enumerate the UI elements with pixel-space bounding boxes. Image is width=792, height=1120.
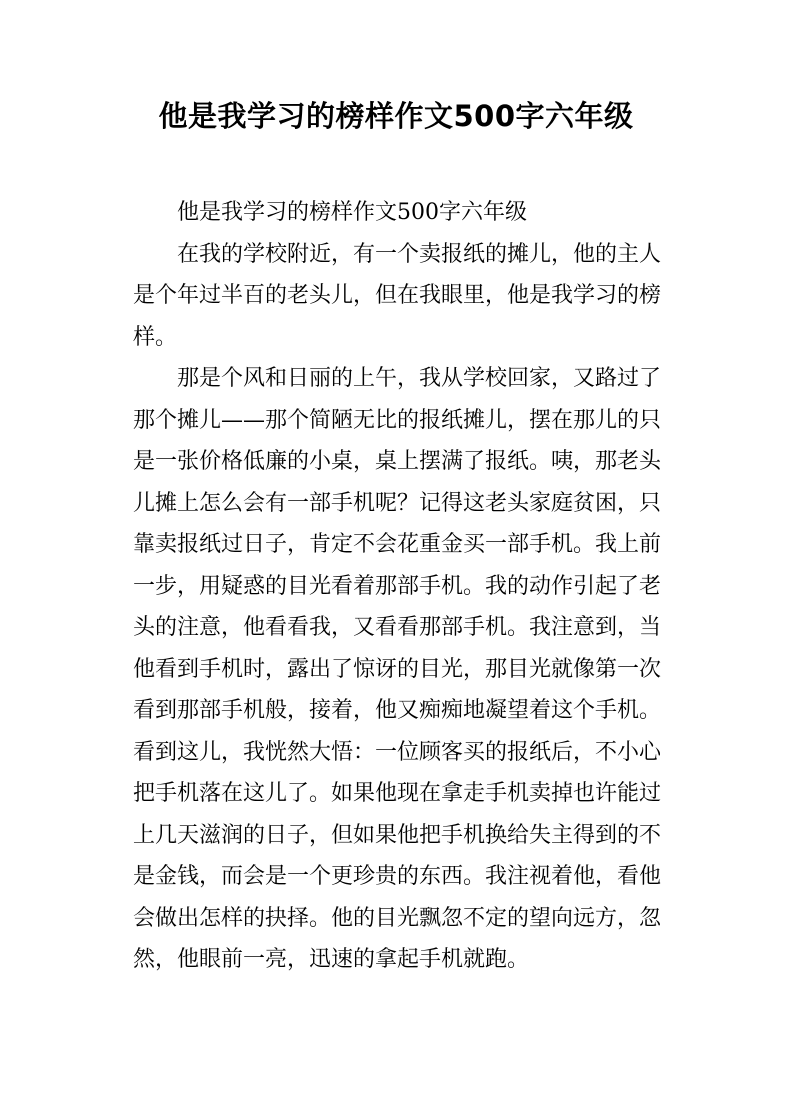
paragraph-intro: 在我的学校附近，有一个卖报纸的摊儿，他的主人是个年过半百的老头儿，但在我眼里，他是我学习的榜样。 — [133, 241, 662, 350]
paragraph-subtitle: 他是我学习的榜样作文500字六年级 — [177, 200, 527, 225]
paragraph-story: 那是个风和日丽的上午，我从学校回家，又路过了那个摊儿——那个简陋无比的报纸摊儿，摆在那儿的只是一张价格低廉的小桌，桌上摆满了报纸。咦，那老头儿摊上怎么会有一部手机呢？记得这老头家庭贫困，只靠卖报纸过日子，肯定不会花重金买一部手机。我上前一步，用疑惑的目光看着那部手机。我的动作引起了老头的注意，他看看我，又看看那部手机。我注意到，当他看到手机时，露出了惊讶的目光，那目光就像第一次看到那部手机般，接着，他又痴痴地凝望着这个手机。看到这儿，我恍然大悟：一位顾客买的报纸后，不小心把手机落在这儿了。如果他现在拿走手机卖掉也许能过上几天滋润的日子，但如果他把手机换给失主得到的不是金钱，而会是一个更珍贵的东西。我注视着他，看他会做出怎样的抉择。他的目光飘忽不定的望向远方，忽然，他眼前一亮，迅速的拿起手机就跑。 — [133, 366, 662, 972]
document-title: 他是我学习的榜样作文500字六年级 — [158, 99, 634, 133]
document-body — [133, 192, 661, 981]
